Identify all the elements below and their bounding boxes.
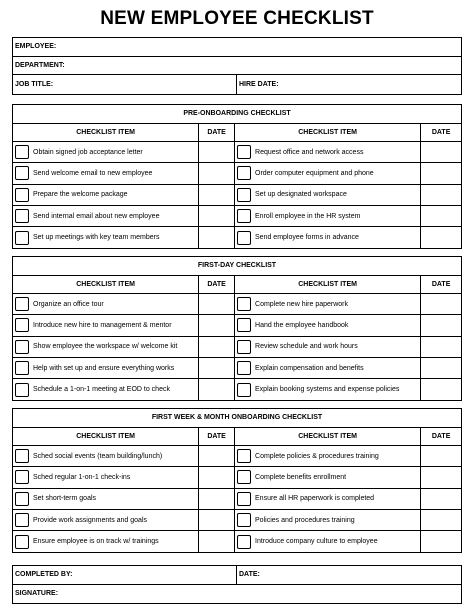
checklist-item-label: Ensure all HR paperwork is completed (255, 495, 375, 503)
column-header-row (13, 428, 461, 447)
checklist-item-label: Schedule a 1-on-1 meeting at EOD to check (33, 386, 170, 394)
checkbox[interactable] (237, 340, 251, 354)
checklist-item-label: Send internal email about new employee (33, 212, 160, 220)
checklist-item (13, 358, 199, 378)
checklist-item (13, 315, 199, 335)
date-cell[interactable] (199, 294, 235, 314)
checklist-item (235, 185, 421, 205)
date-cell[interactable] (199, 185, 235, 205)
section-heading: FIRST WEEK & MONTH ONBOARDING CHECKLIST (13, 409, 461, 428)
date-cell[interactable] (199, 315, 235, 335)
checklist-item-label: Complete policies & procedures training (255, 452, 379, 460)
date-cell[interactable] (199, 358, 235, 378)
checklist-item-label: Introduce company culture to employee (255, 538, 378, 546)
checklist-item (13, 227, 199, 248)
checklist-item (235, 206, 421, 226)
checklist-item-label: Prepare the welcome package (33, 191, 128, 199)
checkbox[interactable] (237, 231, 251, 245)
date-cell[interactable] (199, 337, 235, 357)
date-cell[interactable] (199, 379, 235, 400)
checklist-item-label: Complete new hire paperwork (255, 300, 349, 308)
checklist-item (235, 227, 421, 248)
section-heading: FIRST-DAY CHECKLIST (13, 257, 461, 276)
checkbox[interactable] (15, 297, 29, 311)
checklist-row (13, 446, 461, 467)
checklist-item (235, 315, 421, 335)
checklist-row (13, 467, 461, 488)
checklist-item-label: Explain booking systems and expense policies (255, 386, 400, 394)
checklist-item (235, 163, 421, 183)
date-cell[interactable] (421, 489, 461, 509)
checklist-item (235, 510, 421, 530)
checklist-item (13, 163, 199, 183)
column-header-date: DATE (199, 124, 235, 142)
checklist-item (13, 531, 199, 552)
checklist-item-label: Policies and procedures training (255, 516, 355, 524)
checklist-row (13, 206, 461, 227)
checklist-item (235, 446, 421, 466)
checkbox[interactable] (237, 449, 251, 463)
date-cell[interactable] (199, 467, 235, 487)
checkbox[interactable] (237, 492, 251, 506)
checklist-item (13, 337, 199, 357)
checkbox[interactable] (15, 513, 29, 527)
checklist-item-label: Explain compensation and benefits (255, 364, 364, 372)
checklist-item-label: Request office and network access (255, 148, 364, 156)
checkbox[interactable] (15, 318, 29, 332)
checklist-item (235, 531, 421, 552)
checkbox[interactable] (15, 361, 29, 375)
checklist-item (235, 294, 421, 314)
checklist-item-label: Set up designated workspace (255, 191, 347, 199)
checklist-item-label: Review schedule and work hours (255, 343, 358, 351)
date-cell[interactable] (199, 531, 235, 552)
employee-field[interactable]: EMPLOYEE: (15, 43, 57, 51)
column-header-item: CHECKLIST ITEM (235, 428, 421, 446)
checkbox[interactable] (15, 188, 29, 202)
column-header-date: DATE (431, 432, 451, 440)
checklist-item (13, 379, 199, 400)
checklist-row (13, 294, 461, 315)
column-header-item: CHECKLIST ITEM (13, 124, 199, 142)
checkbox[interactable] (237, 470, 251, 484)
checklist-item-label: Sched social events (team building/lunch) (33, 452, 163, 460)
checkbox[interactable] (237, 318, 251, 332)
checklist-item (13, 467, 199, 487)
checklist-item-label: Order computer equipment and phone (255, 169, 374, 177)
column-header-item: CHECKLIST ITEM (235, 276, 421, 294)
checklist-item (13, 206, 199, 226)
checkbox[interactable] (15, 145, 29, 159)
section-heading: PRE-ONBOARDING CHECKLIST (13, 105, 461, 124)
checkbox[interactable] (15, 231, 29, 245)
date-cell[interactable] (199, 142, 235, 162)
checklist-item-label: Provide work assignments and goals (33, 516, 148, 524)
checkbox[interactable] (237, 513, 251, 527)
checklist-row (13, 315, 461, 336)
checklist-item-label: Obtain signed job acceptance letter (33, 148, 143, 156)
date-cell[interactable] (421, 379, 461, 400)
date-cell[interactable] (199, 163, 235, 183)
checklist-row (13, 337, 461, 358)
checklist-item-label: Sched regular 1-on-1 check-ins (33, 473, 131, 481)
checkbox[interactable] (237, 166, 251, 180)
date-cell[interactable] (199, 227, 235, 248)
checkbox[interactable] (15, 166, 29, 180)
checklist-row (13, 489, 461, 510)
job-title-field[interactable]: JOB TITLE: (13, 75, 237, 94)
checkbox[interactable] (237, 361, 251, 375)
checkbox[interactable] (15, 209, 29, 223)
checklist-item-label: Send employee forms in advance (255, 234, 359, 242)
checkbox[interactable] (237, 188, 251, 202)
date-cell[interactable] (421, 337, 461, 357)
column-header-date: DATE (431, 280, 451, 288)
department-field[interactable]: DEPARTMENT: (15, 61, 65, 69)
date-cell[interactable] (199, 206, 235, 226)
checklist-item (235, 489, 421, 509)
checklist-item-label: Help with set up and ensure everything works (33, 364, 175, 372)
date-cell[interactable] (199, 446, 235, 466)
checklist-row (13, 531, 461, 552)
date-cell[interactable] (421, 163, 461, 183)
checklist-item (235, 467, 421, 487)
checkbox[interactable] (15, 535, 29, 549)
checkbox[interactable] (237, 209, 251, 223)
date-cell[interactable] (421, 294, 461, 314)
checklist-row (13, 510, 461, 531)
checklist-item-label: Set short-term goals (33, 495, 97, 503)
column-header-date: DATE (431, 128, 451, 136)
checklist-row (13, 379, 461, 400)
checkbox[interactable] (15, 383, 29, 397)
checklist-section (12, 408, 462, 553)
checkbox[interactable] (237, 383, 251, 397)
date-cell[interactable] (421, 467, 461, 487)
date-cell[interactable] (199, 510, 235, 530)
page-title: NEW EMPLOYEE CHECKLIST (100, 8, 374, 29)
checkbox[interactable] (15, 492, 29, 506)
checklist-section (12, 256, 462, 401)
date-cell[interactable] (199, 489, 235, 509)
date-cell[interactable] (421, 185, 461, 205)
signoff-box (12, 565, 462, 604)
checklist-item (13, 142, 199, 162)
checklist-item (13, 185, 199, 205)
checklist-section (12, 104, 462, 249)
checkbox[interactable] (237, 297, 251, 311)
employee-info-box (12, 37, 462, 95)
date-cell[interactable] (421, 315, 461, 335)
checklist-row (13, 227, 461, 248)
column-header-item: CHECKLIST ITEM (235, 124, 421, 142)
checklist-item (13, 489, 199, 509)
checklist-item (13, 294, 199, 314)
signature-field[interactable]: SIGNATURE: (15, 590, 59, 598)
date-cell[interactable] (421, 206, 461, 226)
checklist-item-label: Complete benefits enrollment (255, 473, 347, 481)
checklist-item-label: Set up meetings with key team members (33, 234, 160, 242)
checklist-item (13, 510, 199, 530)
checkbox[interactable] (15, 470, 29, 484)
checklist-item-label: Show employee the workspace w/ welcome kit (33, 343, 178, 351)
checklist-item-label: Enroll employee in the HR system (255, 212, 361, 220)
column-header-item: CHECKLIST ITEM (13, 276, 199, 294)
checklist-item (235, 358, 421, 378)
date-cell[interactable] (421, 446, 461, 466)
date-cell[interactable] (421, 142, 461, 162)
checklist-item-label: Ensure employee is on track w/ trainings (33, 538, 159, 546)
date-cell[interactable] (421, 510, 461, 530)
column-header-date: DATE (199, 276, 235, 294)
hire-date-field[interactable]: HIRE DATE: (239, 80, 279, 88)
completed-by-field[interactable]: COMPLETED BY: (13, 566, 237, 584)
date-cell[interactable] (421, 531, 461, 552)
checkbox[interactable] (237, 145, 251, 159)
checklist-item-label: Organize an office tour (33, 300, 104, 308)
column-header-date: DATE (199, 428, 235, 446)
checklist-item (235, 142, 421, 162)
checklist-item-label: Introduce new hire to management & mentor (33, 321, 172, 329)
checklist-item (235, 337, 421, 357)
checklist-row (13, 142, 461, 163)
date-cell[interactable] (421, 227, 461, 248)
checklist-item (13, 446, 199, 466)
column-header-item: CHECKLIST ITEM (13, 428, 199, 446)
checklist-item-label: Hand the employee handbook (255, 321, 349, 329)
checklist-row (13, 185, 461, 206)
column-header-row (13, 276, 461, 295)
checkbox[interactable] (237, 535, 251, 549)
checklist-row (13, 163, 461, 184)
date-cell[interactable] (421, 358, 461, 378)
checkbox[interactable] (15, 449, 29, 463)
checkbox[interactable] (15, 340, 29, 354)
checklist-item (235, 379, 421, 400)
completion-date-field[interactable]: DATE: (239, 571, 260, 579)
column-header-row (13, 124, 461, 143)
checklist-row (13, 358, 461, 379)
checklist-item-label: Send welcome email to new employee (33, 169, 153, 177)
